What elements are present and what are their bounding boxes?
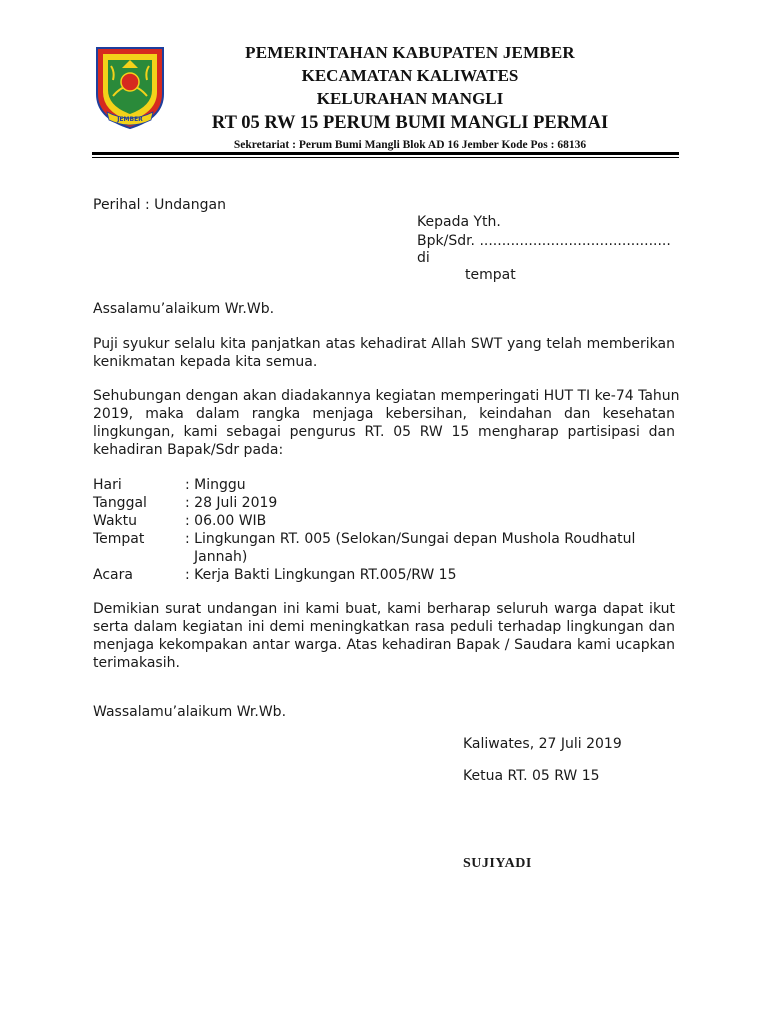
event-date-value: : 28 Juli 2019 <box>185 495 278 511</box>
letterhead-divider-thin <box>92 157 679 158</box>
paragraph-line: terimakasih. <box>93 655 180 671</box>
paragraph-line: Puji syukur selalu kita panjatkan atas kehadirat Allah SWT yang telah memberikan <box>93 336 675 352</box>
letterhead-divider-thick <box>92 152 679 155</box>
subject-line: Perihal : Undangan <box>93 197 226 213</box>
greeting: Assalamu’alaikum Wr.Wb. <box>93 301 275 317</box>
event-time-label: Waktu <box>93 513 137 529</box>
letterhead-address: Sekretariat : Perum Bumi Mangli Blok AD 16 Jember Kode Pos : 68136 <box>233 139 587 151</box>
paragraph-line: Demikian surat undangan ini kami buat, kami berharap seluruh warga dapat ikut <box>93 601 675 617</box>
paragraph-line: Sehubungan dengan akan diadakannya kegiatan memperingati HUT TI ke-74 Tahun <box>93 388 680 404</box>
event-agenda-label: Acara <box>93 567 133 583</box>
paragraph-line: lingkungan, kami sebagai pengurus RT. 05 RW 15 mengharap partisipasi dan <box>93 424 675 440</box>
jember-regency-logo <box>93 46 167 130</box>
signature-place-date: Kaliwates, 27 Juli 2019 <box>463 736 622 752</box>
letterhead-line-1: PEMERINTAHAN KABUPATEN JEMBER <box>245 43 575 62</box>
paragraph-opening <box>93 335 675 371</box>
signature-title: Ketua RT. 05 RW 15 <box>463 768 600 784</box>
letterhead-line-4: RT 05 RW 15 PERUM BUMI MANGLI PERMAI <box>211 113 609 133</box>
signature-name: SUJIYADI <box>463 856 532 871</box>
recipient-line-4: tempat <box>465 267 516 283</box>
event-day-value: : Minggu <box>185 477 246 493</box>
letterhead-line-3: KELURAHAN MANGLI <box>316 89 504 108</box>
paragraph-closing <box>93 600 675 672</box>
paragraph-line: serta dalam kegiatan ini demi meningkatkan rasa peduli terhadap lingkungan dan <box>93 619 675 635</box>
logo-ribbon-text: JEMBER <box>117 116 143 123</box>
letterhead-line-2: KECAMATAN KALIWATES <box>301 66 519 85</box>
paragraph-line: 2019, maka dalam rangka menjaga kebersihan, keindahan dan kesehatan <box>93 406 675 422</box>
recipient-line-3: di <box>417 250 430 266</box>
event-place-value: : Lingkungan RT. 005 (Selokan/Sungai depan Mushola Roudhatul <box>185 531 636 547</box>
recipient-line-2: Bpk/Sdr. ........................................... <box>417 233 671 249</box>
paragraph-line: kehadiran Bapak/Sdr pada: <box>93 442 284 458</box>
event-time-value: : 06.00 WIB <box>185 513 267 529</box>
paragraph-line: menjaga kekompakan antar warga. Atas kehadiran Bapak / Saudara kami ucapkan <box>93 637 675 653</box>
recipient-line-1: Kepada Yth. <box>417 214 501 230</box>
letterhead <box>190 42 630 153</box>
event-agenda-value: : Kerja Bakti Lingkungan RT.005/RW 15 <box>185 567 457 583</box>
event-date-label: Tanggal <box>93 495 147 511</box>
closing-greeting: Wassalamu’alaikum Wr.Wb. <box>93 704 287 720</box>
event-place-label: Tempat <box>93 531 145 547</box>
event-day-label: Hari <box>93 477 122 493</box>
paragraph-line: kenikmatan kepada kita semua. <box>93 354 318 370</box>
paragraph-purpose <box>93 387 680 459</box>
event-place-value-continued: Jannah) <box>194 549 248 565</box>
